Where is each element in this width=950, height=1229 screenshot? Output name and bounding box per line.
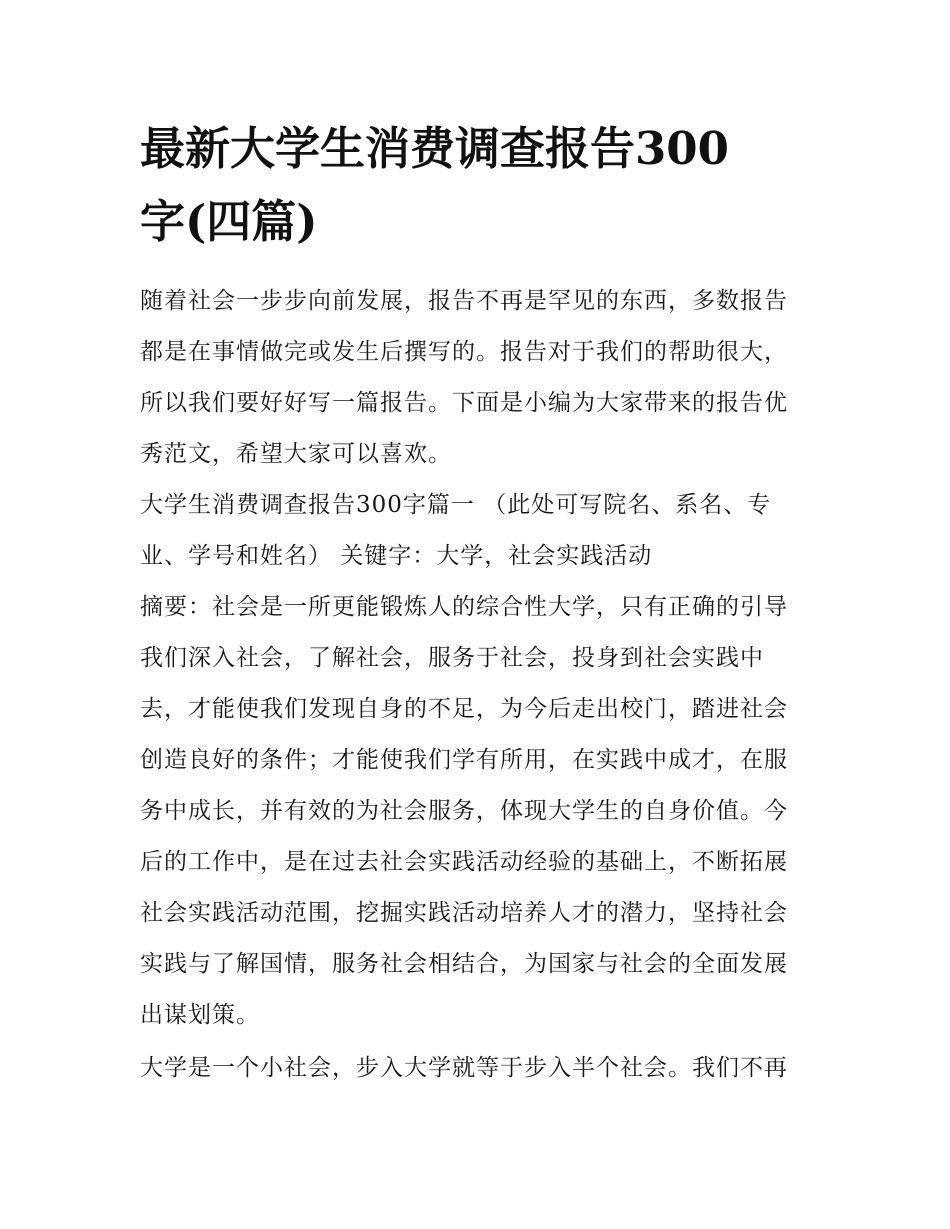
text-line: 随着社会一步步向前发展，报告不再是罕见的东西，多数报告 bbox=[140, 288, 788, 314]
title-line: 最新大学生消费调查报告300 bbox=[140, 122, 729, 175]
text-line: 后的工作中，是在过去社会实践活动经验的基础上，不断拓展 bbox=[140, 849, 788, 875]
text-line: 务中成长，并有效的为社会服务，体现大学生的自身价值。今 bbox=[140, 798, 788, 824]
document-content bbox=[140, 112, 815, 1094]
text-line: 大学生消费调查报告300字篇一 （此处可写院名、系名、专 bbox=[140, 492, 772, 518]
text-line: 摘要：社会是一所更能锻炼人的综合性大学，只有正确的引导 bbox=[140, 594, 788, 620]
text-line: 秀范文，希望大家可以喜欢。 bbox=[140, 441, 452, 467]
text-line: 去，才能使我们发现自身的不足，为今后走出校门，踏进社会 bbox=[140, 696, 788, 722]
text-line: 业、学号和姓名） 关键字：大学，社会实践活动 bbox=[140, 543, 653, 569]
intro-paragraph bbox=[140, 276, 815, 480]
document-title bbox=[140, 112, 815, 258]
title-line: 字(四篇) bbox=[140, 195, 318, 248]
text-line: 社会实践活动范围，挖掘实践活动培养人才的潜力，坚持社会 bbox=[140, 900, 788, 926]
text-line: 创造良好的条件；才能使我们学有所用，在实践中成才，在服 bbox=[140, 747, 788, 773]
text-line: 都是在事情做完或发生后撰写的。报告对于我们的帮助很大， bbox=[140, 339, 788, 365]
abstract-paragraph bbox=[140, 582, 815, 1041]
text-line: 我们深入社会，了解社会，服务于社会，投身到社会实践中 bbox=[140, 645, 764, 671]
text-line: 出谋划策。 bbox=[140, 1002, 260, 1028]
body-paragraph bbox=[140, 1043, 815, 1094]
text-line: 实践与了解国情，服务社会相结合，为国家与社会的全面发展 bbox=[140, 951, 788, 977]
text-line: 所以我们要好好写一篇报告。下面是小编为大家带来的报告优 bbox=[140, 390, 788, 416]
text-line: 大学是一个小社会，步入大学就等于步入半个社会。我们不再 bbox=[140, 1055, 788, 1081]
article-heading-paragraph bbox=[140, 480, 815, 582]
